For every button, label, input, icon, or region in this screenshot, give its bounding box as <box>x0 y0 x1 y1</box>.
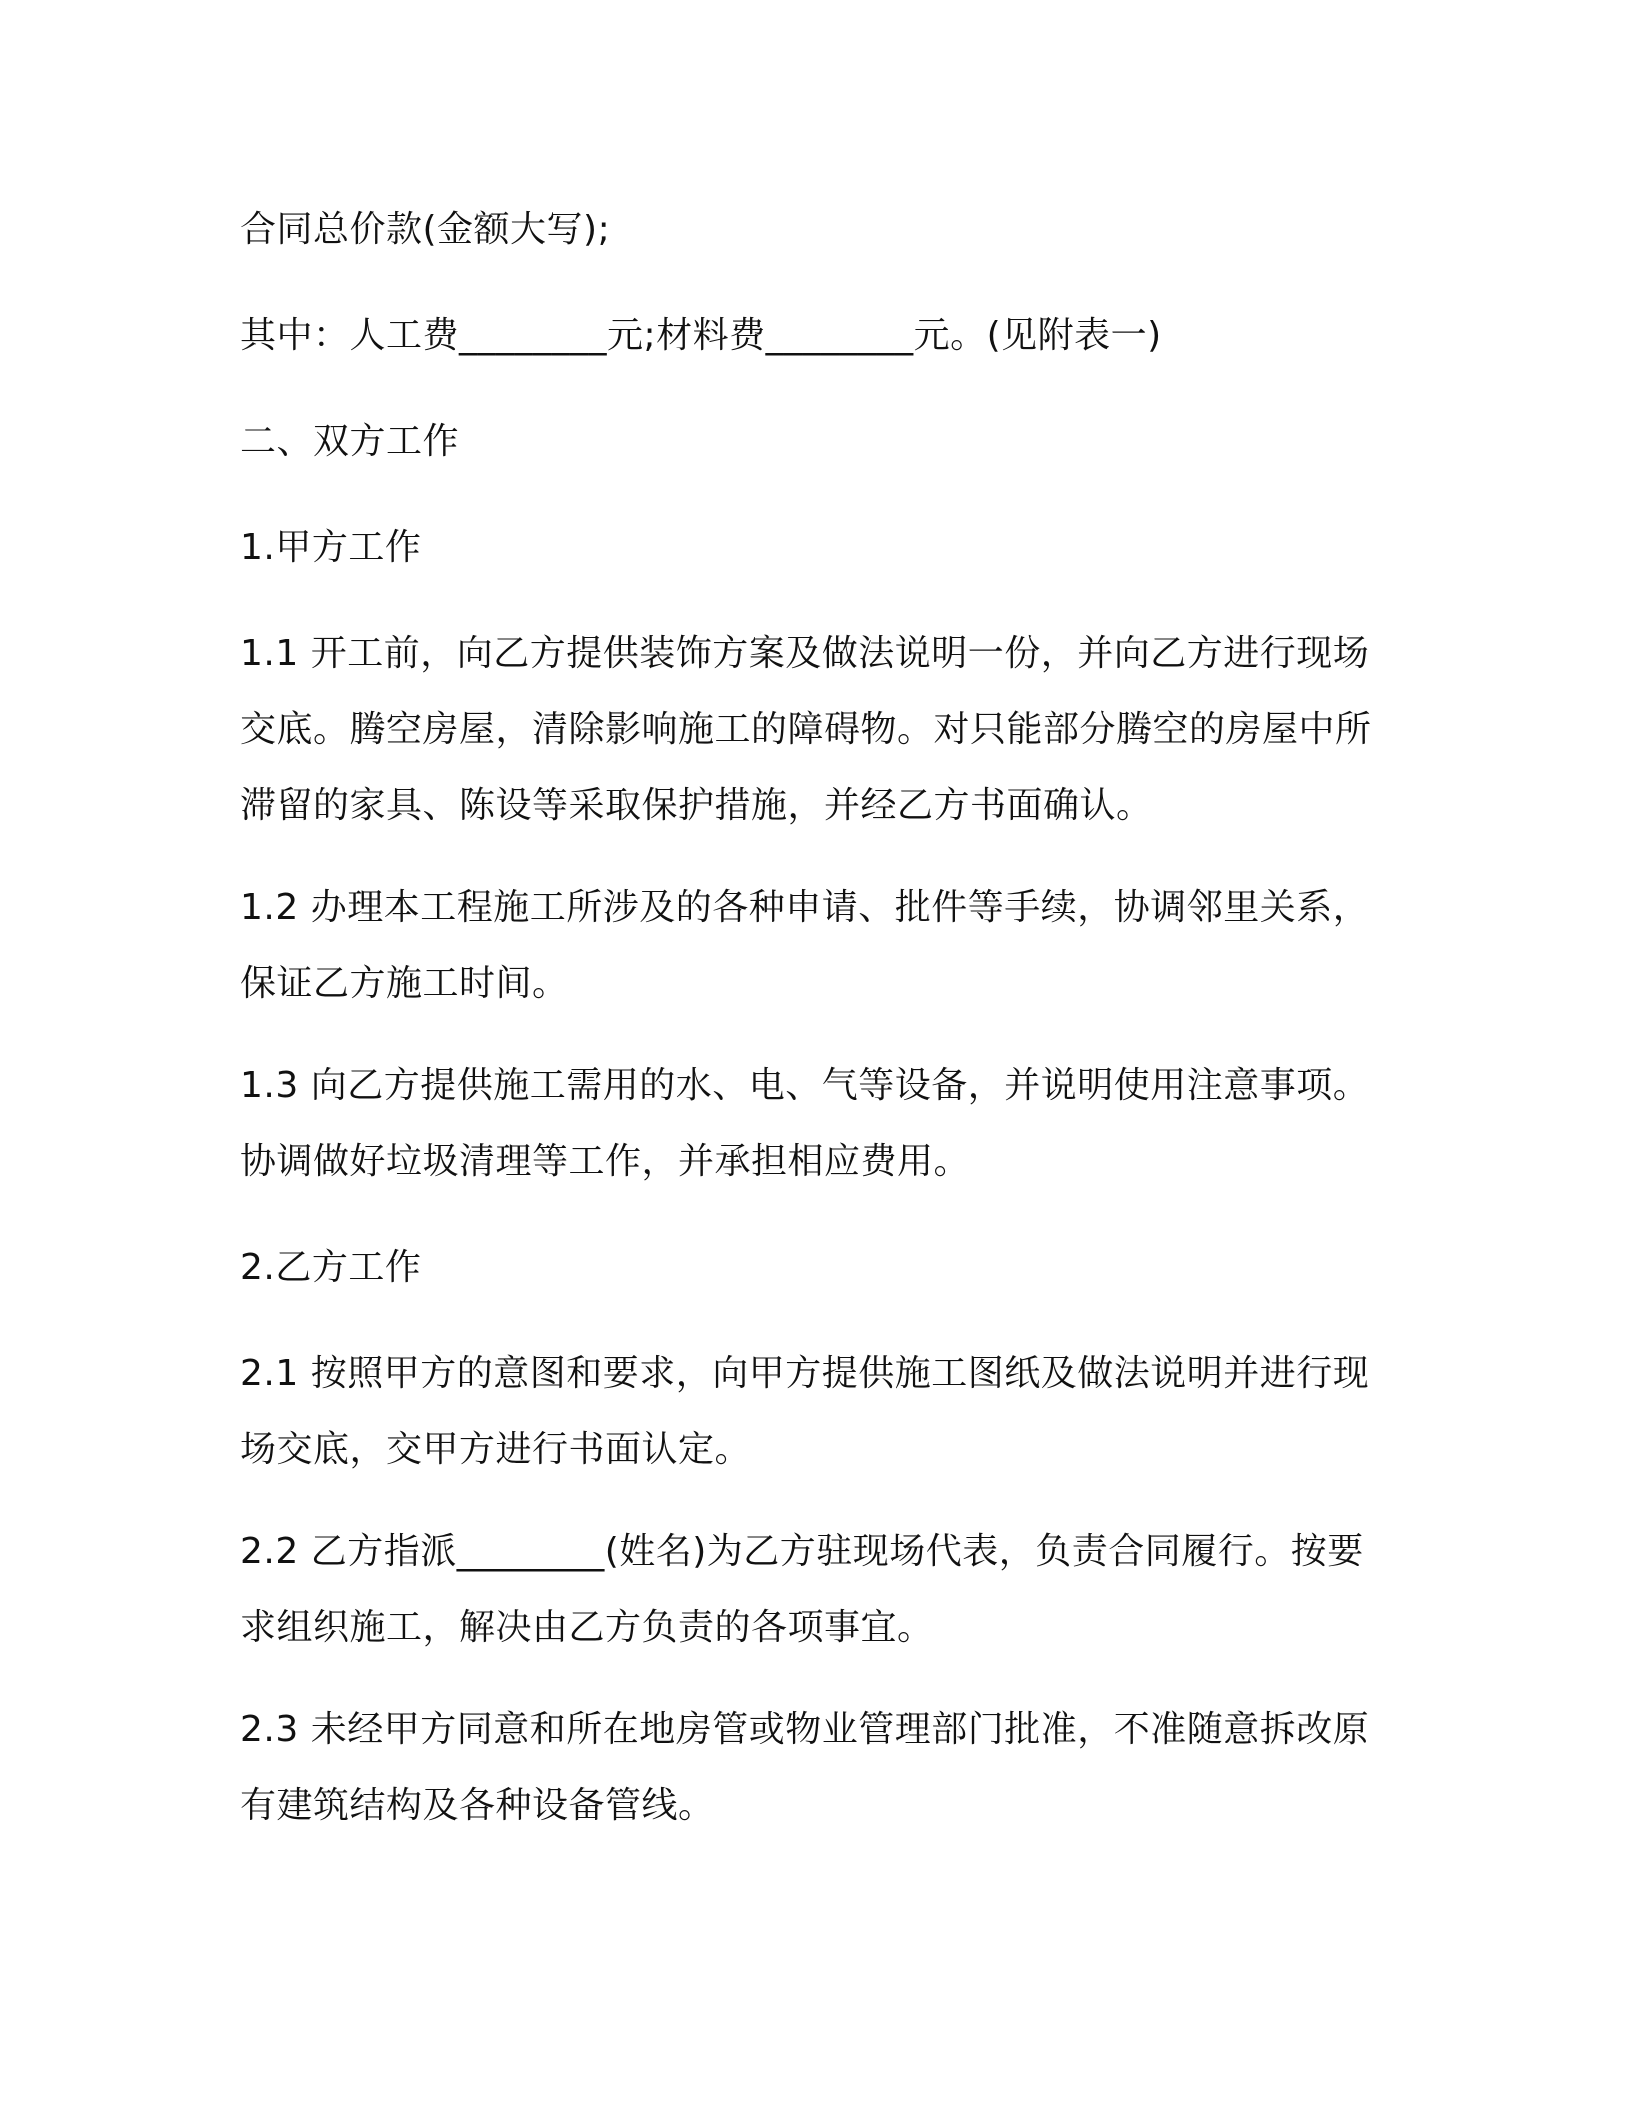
clause-2-3: 2.3 未经甲方同意和所在地房管或物业管理部门批准，不准随意拆改原有建筑结构及各种设备管线。 <box>240 1709 1370 1826</box>
contract-total-price-line: 合同总价款(金额大写); <box>240 209 611 250</box>
cost-breakdown-line: 其中：人工费________元;材料费________元。(见附表一) <box>240 315 1162 356</box>
clause-1-3: 1.3 向乙方提供施工需用的水、电、气等设备，并说明使用注意事项。协调做好垃圾清理等工作，并承担相应费用。 <box>240 1065 1370 1182</box>
subheading-party-a-work: 1.甲方工作 <box>240 527 422 568</box>
clause-2-1: 2.1 按照甲方的意图和要求，向甲方提供施工图纸及做法说明并进行现场交底，交甲方进行书面认定。 <box>240 1353 1370 1470</box>
subheading-party-b-work: 2.乙方工作 <box>240 1247 422 1288</box>
section-heading-both-parties: 二、双方工作 <box>240 421 460 462</box>
document-body <box>240 192 1400 1844</box>
clause-1-1: 1.1 开工前，向乙方提供装饰方案及做法说明一份，并向乙方进行现场交底。腾空房屋，清除影响施工的障碍物。对只能部分腾空的房屋中所滞留的家具、陈设等采取保护措施，并经乙方书面确认。 <box>240 633 1372 826</box>
clause-1-2: 1.2 办理本工程施工所涉及的各种申请、批件等手续，协调邻里关系，保证乙方施工时间。 <box>240 887 1370 1004</box>
clause-2-2: 2.2 乙方指派________(姓名)为乙方驻现场代表，负责合同履行。按要求组织施工，解决由乙方负责的各项事宜。 <box>240 1531 1364 1648</box>
